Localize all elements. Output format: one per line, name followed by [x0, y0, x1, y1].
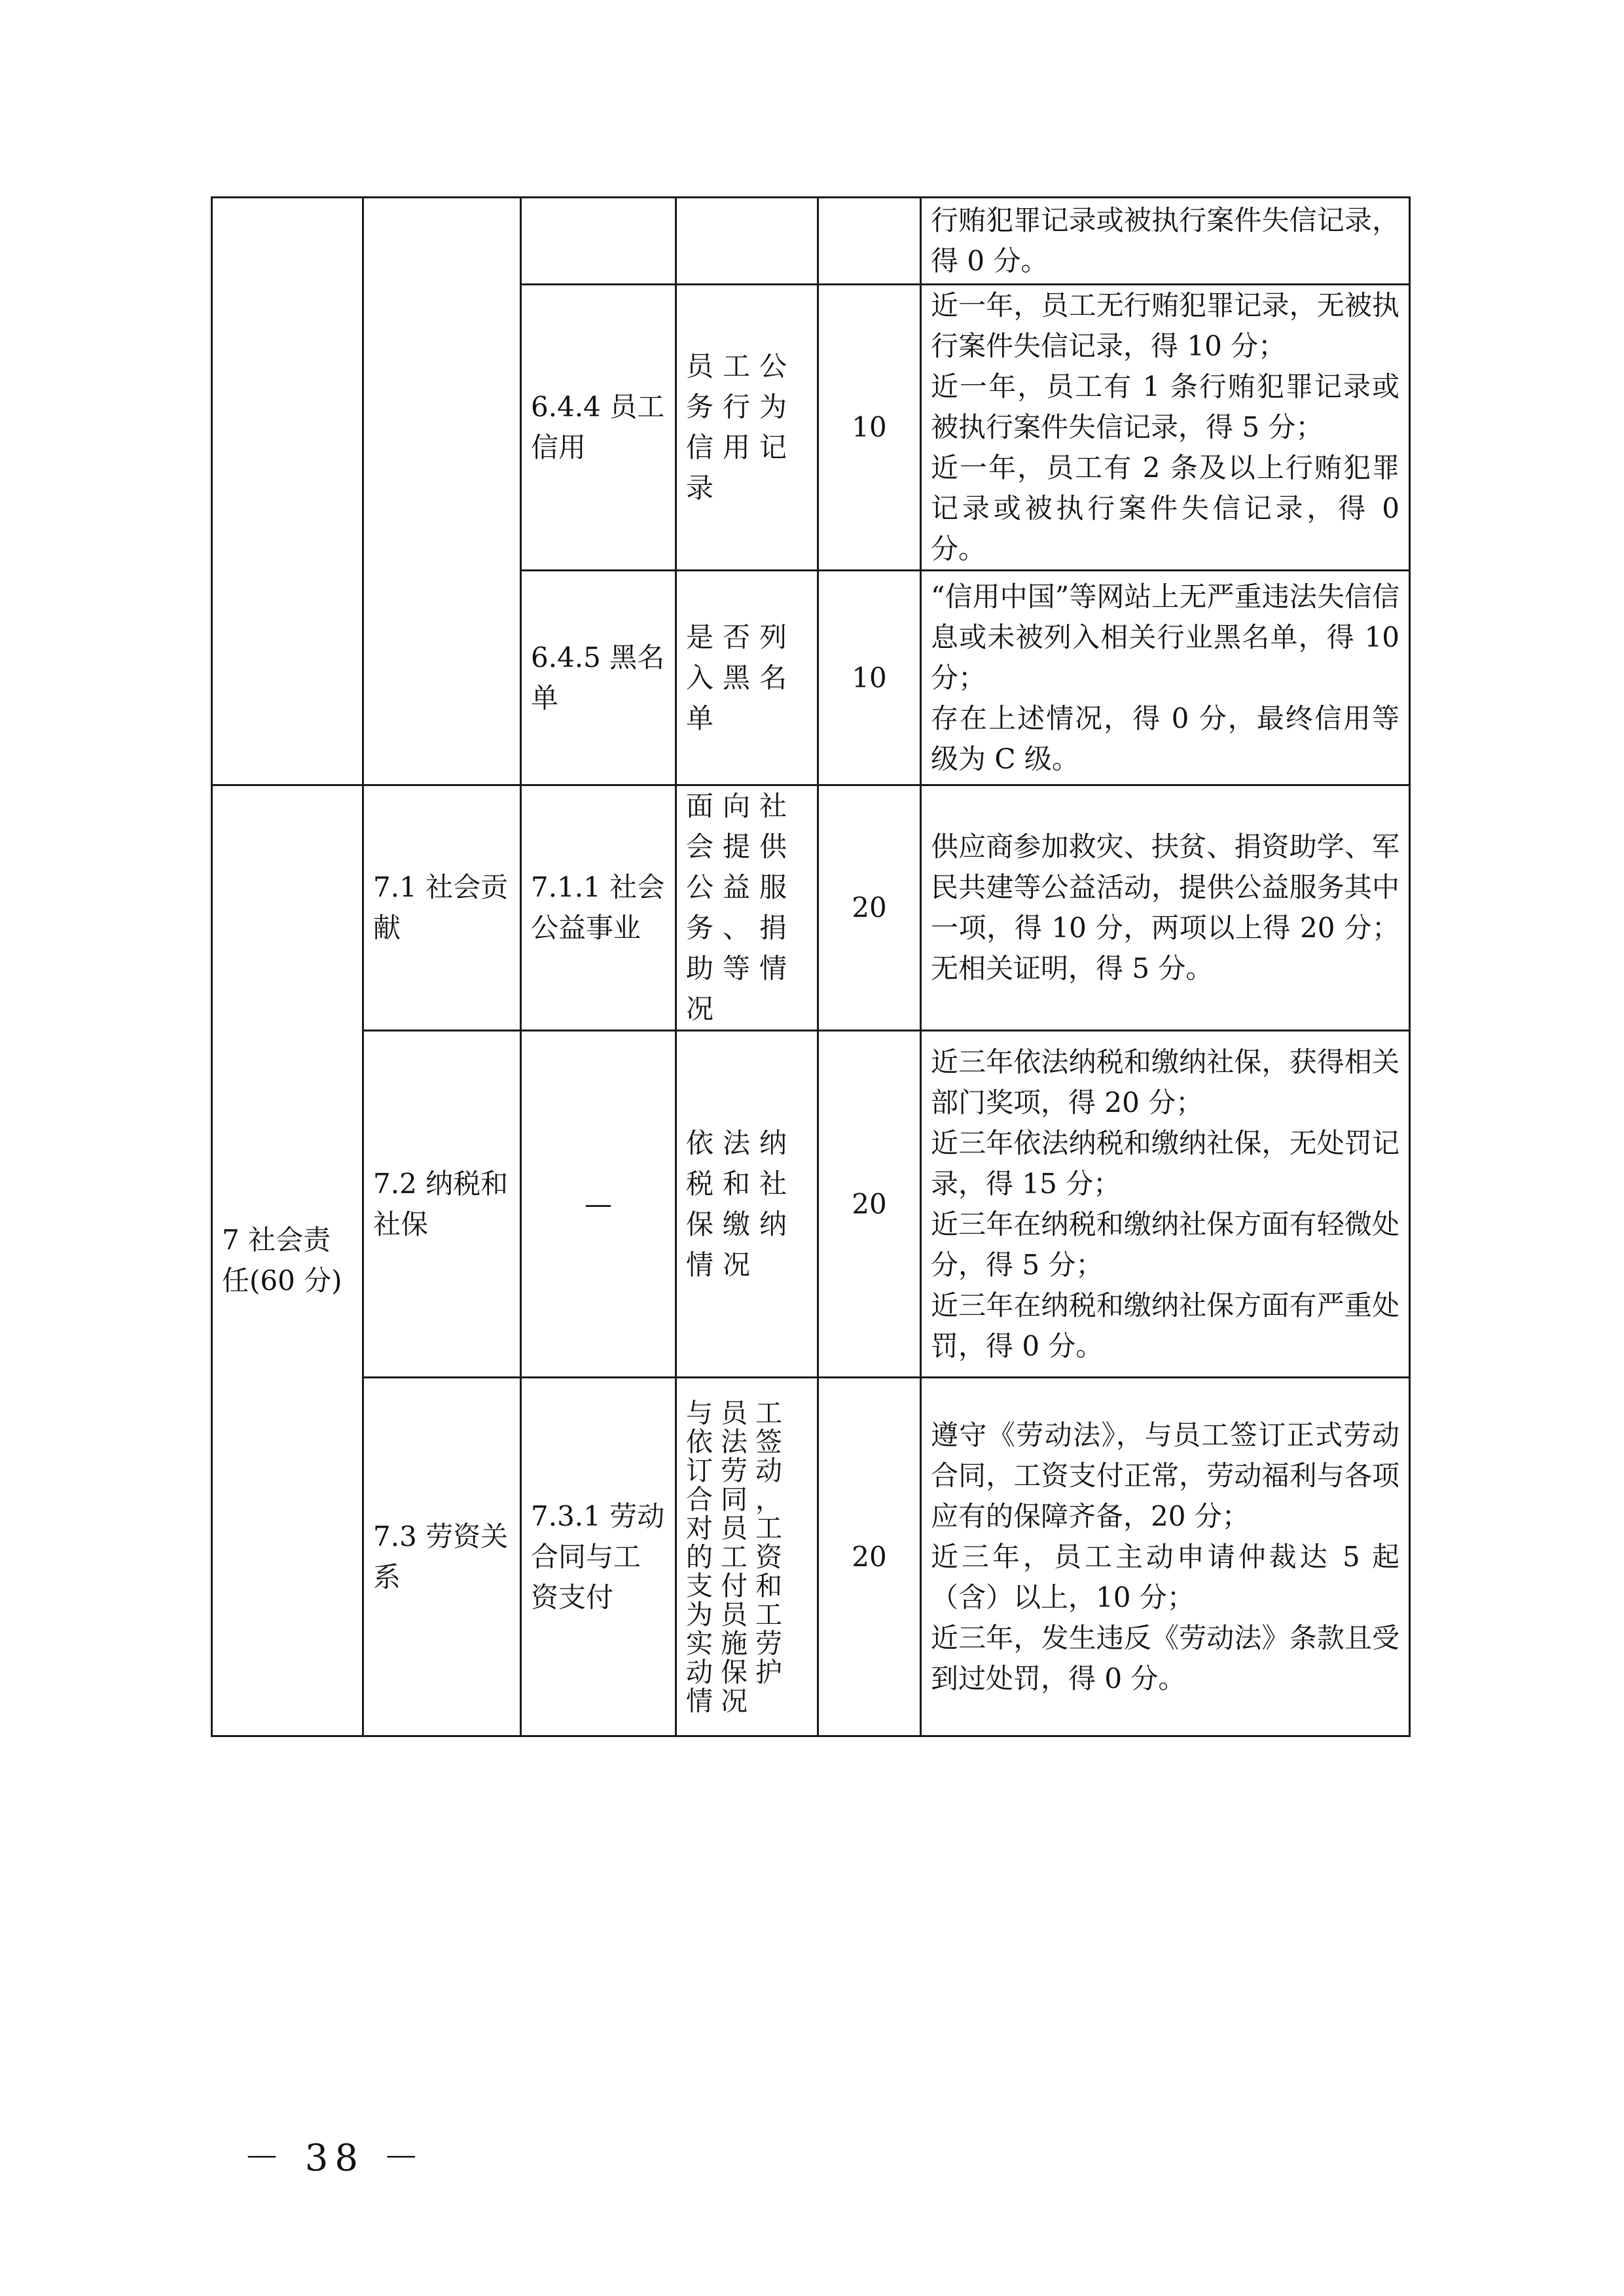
criteria-line: 近一年，员工有 1 条行贿犯罪记录或被执行案件失信记录，得 5 分；	[931, 370, 1399, 443]
criteria-cell	[921, 785, 1410, 1031]
criteria-line: 遵守《劳动法》，与员工签订正式劳动合同，工资支付正常，劳动福利与各项应有的保障齐备，20 分；	[931, 1418, 1399, 1532]
indicator-cell: —	[521, 1031, 676, 1378]
score-cell: 20	[818, 1378, 921, 1736]
criteria-line: 近一年，员工有 2 条及以上行贿犯罪记录或被执行案件失信记录，得 0 分。	[931, 452, 1399, 565]
item-cell: 面向社会提供公益服务、捐助等情况	[676, 785, 818, 1031]
indicator-cell: 7.3.1 劳动合同与工资支付	[521, 1378, 676, 1736]
criteria-line: 近三年，发生违反《劳动法》条款且受到过处罚，得 0 分。	[931, 1621, 1399, 1695]
item-cell-blank	[676, 198, 818, 285]
criteria-cell	[921, 1031, 1410, 1378]
subcategory-cell-blank	[363, 198, 521, 785]
indicator-cell: 7.1.1 社会公益事业	[521, 785, 676, 1031]
category-cell-blank	[212, 198, 363, 785]
table-row	[212, 198, 1410, 285]
subcategory-cell: 7.2 纳税和社保	[363, 1031, 521, 1378]
criteria-cell	[921, 1378, 1410, 1736]
criteria-line: 近三年，员工主动申请仲裁达 5 起（含）以上，10 分；	[931, 1540, 1399, 1613]
evaluation-criteria-table	[211, 196, 1411, 1737]
subcategory-cell: 7.3 劳资关系	[363, 1378, 521, 1736]
score-cell-blank	[818, 198, 921, 285]
table-row	[212, 785, 1410, 1031]
score-cell: 10	[818, 571, 921, 785]
criteria-line: 行贿犯罪记录或被执行案件失信记录，得 0 分。	[931, 204, 1399, 277]
item-cell: 员工公务行为信用记录	[676, 285, 818, 571]
category-cell: 7 社会责任(60 分)	[212, 785, 363, 1736]
criteria-cell	[921, 571, 1410, 785]
criteria-cell	[921, 198, 1410, 285]
criteria-cell	[921, 285, 1410, 571]
criteria-line: 近三年依法纳税和缴纳社保，获得相关部门奖项，得 20 分；	[931, 1045, 1399, 1119]
criteria-line: 存在上述情况，得 0 分，最终信用等级为 C 级。	[931, 702, 1399, 775]
page-number: － 38 －	[244, 2137, 426, 2179]
criteria-line: 供应商参加救灾、扶贫、捐资助学、军民共建等公益活动，提供公益服务其中一项，得 10 分，两项以上得 20 分；无相关证明，得 5 分。	[931, 831, 1399, 984]
indicator-cell: 6.4.4 员工信用	[521, 285, 676, 571]
item-cell: 与员工依法签订劳动合同，对员工的工资支付和为员工实施劳动保护情况	[676, 1378, 818, 1736]
item-cell: 是否列入黑名单	[676, 571, 818, 785]
criteria-line: 近三年在纳税和缴纳社保方面有严重处罚，得 0 分。	[931, 1289, 1399, 1362]
score-cell: 20	[818, 785, 921, 1031]
criteria-line: 近三年依法纳税和缴纳社保，无处罚记录，得 15 分；	[931, 1126, 1399, 1200]
criteria-line: 近三年在纳税和缴纳社保方面有轻微处分，得 5 分；	[931, 1208, 1399, 1281]
table-row	[212, 1031, 1410, 1378]
subcategory-cell: 7.1 社会贡献	[363, 785, 521, 1031]
score-cell: 20	[818, 1031, 921, 1378]
indicator-cell-blank	[521, 198, 676, 285]
indicator-cell: 6.4.5 黑名单	[521, 571, 676, 785]
score-cell: 10	[818, 285, 921, 571]
criteria-line: 近一年，员工无行贿犯罪记录，无被执行案件失信记录，得 10 分；	[931, 289, 1399, 362]
item-cell: 依法纳税和社保缴纳情况	[676, 1031, 818, 1378]
table-row	[212, 1378, 1410, 1736]
criteria-line: “信用中国”等网站上无严重违法失信信息或未被列入相关行业黑名单，得 10 分；	[931, 580, 1399, 694]
